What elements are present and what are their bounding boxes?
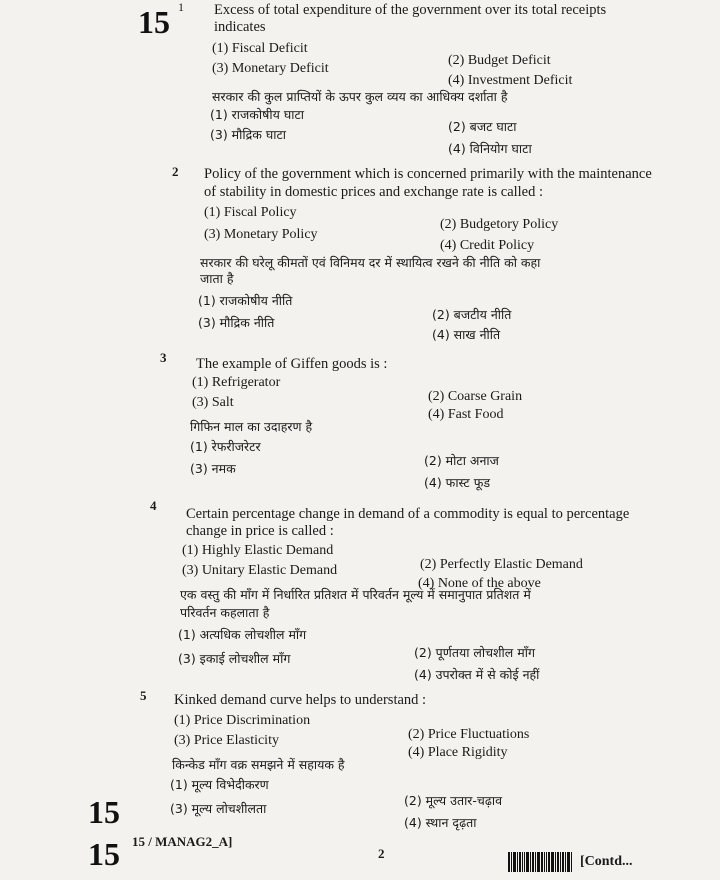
- q4-en-stem-line-2: change in price is called :: [186, 523, 334, 539]
- q5-hi-stem: किन्केड माँग वक्र समझने में सहायक है: [172, 757, 345, 772]
- q1-hi-option-4: (4) विनियोग घाटा: [448, 141, 532, 156]
- q1-en-stem-line-2: indicates: [214, 19, 266, 35]
- q2-hi-stem-line-2: जाता है: [200, 271, 234, 286]
- q4-hi-option-1: (1) अत्यधिक लोचशील माँग: [178, 627, 307, 642]
- q2-hi-option-2: (2) बजटीय नीति: [432, 307, 512, 322]
- q4-en-option-1: (1) Highly Elastic Demand: [182, 543, 334, 558]
- q2-hi-option-4: (4) साख नीति: [432, 327, 501, 342]
- q5-hi-option-3: (3) मूल्य लोचशीलता: [170, 801, 267, 816]
- page-corner-number: 15: [138, 4, 170, 40]
- q5-hi-option-4: (4) स्थान दृढ़ता: [404, 815, 477, 830]
- q1-hi-option-3: (3) मौद्रिक घाटा: [210, 127, 287, 142]
- q1-en-option-2: (2) Budget Deficit: [448, 53, 551, 68]
- q3-en-option-1: (1) Refrigerator: [192, 375, 281, 390]
- q5-number: 5: [140, 688, 147, 703]
- q2-number: 2: [172, 164, 179, 179]
- q1-hi-option-1: (1) राजकोषीय घाटा: [210, 107, 304, 122]
- q5-en-option-1: (1) Price Discrimination: [174, 713, 311, 728]
- q4-hi-option-2: (2) पूर्णतया लोचशील माँग: [414, 645, 535, 660]
- q3-en-option-2: (2) Coarse Grain: [428, 389, 523, 404]
- q3-en-option-3: (3) Salt: [192, 395, 234, 410]
- q2-en-option-3: (3) Monetary Policy: [204, 227, 318, 242]
- q5-en-option-2: (2) Price Fluctuations: [408, 727, 530, 742]
- q2-en-stem-line-1: Policy of the government which is concerned primarily with the maintenance: [204, 166, 652, 182]
- q1-en-option-3: (3) Monetary Deficit: [212, 61, 329, 76]
- q4-en-option-3: (3) Unitary Elastic Demand: [182, 563, 338, 578]
- q3-number: 3: [160, 350, 167, 365]
- q4-en-option-2: (2) Perfectly Elastic Demand: [420, 557, 583, 572]
- q2-hi-option-1: (1) राजकोषीय नीति: [198, 293, 293, 308]
- q5-hi-option-1: (1) मूल्य विभेदीकरण: [170, 777, 269, 792]
- q2-en-option-2: (2) Budgetory Policy: [440, 217, 559, 232]
- q3-hi-option-2: (2) मोटा अनाज: [424, 453, 499, 468]
- q3-hi-stem: गिफिन माल का उदाहरण है: [190, 419, 313, 434]
- q3-en-option-4: (4) Fast Food: [428, 407, 504, 422]
- q5-hi-option-2: (2) मूल्य उतार-चढ़ाव: [404, 793, 503, 808]
- q4-en-option-4: (4) None of the above: [418, 576, 541, 591]
- q4-hi-stem-line-1: एक वस्तु की माँग में निर्धारित प्रतिशत में परिवर्तन मूल्य में समानुपात प्रतिशत में: [180, 587, 531, 602]
- continued-label: [Contd...: [580, 854, 633, 869]
- q3-hi-option-4: (4) फास्ट फूड: [424, 475, 491, 490]
- question-1-marker: 1: [178, 0, 184, 14]
- q1-hi-option-2: (2) बजट घाटा: [448, 119, 517, 134]
- q4-hi-stem-line-2: परिवर्तन कहलाता है: [180, 605, 270, 620]
- q4-en-stem-line-1: Certain percentage change in demand of a commodity is equal to percentage: [186, 506, 630, 522]
- barcode-image: [508, 852, 572, 872]
- q1-en-stem-line-1: Excess of total expenditure of the government over its total receipts: [214, 2, 607, 18]
- q3-en-stem: The example of Giffen goods is :: [196, 356, 388, 372]
- q4-hi-option-4: (4) उपरोक्त में से कोई नहीं: [414, 667, 540, 682]
- q4-number: 4: [150, 498, 157, 513]
- q2-en-stem-line-2: of stability in domestic prices and exchange rate is called :: [204, 184, 544, 200]
- q2-hi-option-3: (3) मौद्रिक नीति: [198, 315, 275, 330]
- footer-big-number-1: 15: [88, 794, 120, 830]
- q2-hi-stem-line-1: सरकार की घरेलू कीमतों एवं विनिमय दर में स्थायित्व रखने की नीति को कहा: [200, 255, 541, 270]
- q5-en-option-3: (3) Price Elasticity: [174, 733, 279, 748]
- footer-big-number-2: 15: [88, 836, 120, 872]
- q3-hi-option-1: (1) रेफरीजरेटर: [190, 439, 261, 454]
- q2-en-option-4: (4) Credit Policy: [440, 238, 535, 253]
- q1-en-option-4: (4) Investment Deficit: [448, 73, 573, 88]
- q5-en-option-4: (4) Place Rigidity: [408, 745, 508, 760]
- paper-code: 15 / MANAG2_A]: [132, 834, 233, 849]
- page-number: 2: [378, 846, 385, 861]
- q4-hi-option-3: (3) इकाई लोचशील माँग: [178, 651, 291, 666]
- q3-hi-option-3: (3) नमक: [190, 461, 236, 476]
- q5-en-stem: Kinked demand curve helps to understand :: [174, 692, 427, 708]
- q1-hi-stem: सरकार की कुल प्राप्तियों के ऊपर कुल व्यय का आधिक्य दर्शाता है: [212, 89, 508, 104]
- q2-en-option-1: (1) Fiscal Policy: [204, 205, 297, 220]
- q1-en-option-1: (1) Fiscal Deficit: [212, 41, 308, 56]
